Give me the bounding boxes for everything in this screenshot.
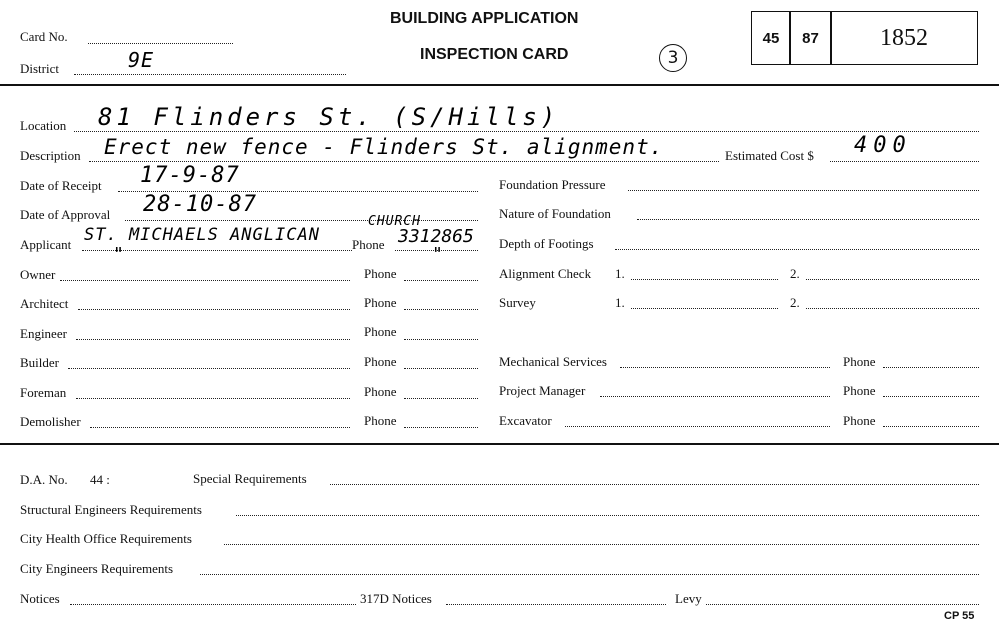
- structural-requirements-field[interactable]: [236, 515, 979, 516]
- da-no-value: 44 :: [90, 472, 110, 487]
- applicant-phone-value: 3312865: [398, 226, 474, 247]
- form-subtitle: INSPECTION CARD: [420, 46, 569, 63]
- owner-label: Owner: [20, 267, 56, 282]
- demolisher-field[interactable]: [90, 427, 350, 428]
- survey-2-field[interactable]: [806, 308, 979, 309]
- special-requirements-label: Special Requirements: [193, 471, 307, 486]
- demolisher-phone-field[interactable]: [404, 427, 478, 428]
- district-field[interactable]: [74, 74, 346, 75]
- receipt-value: 17-9-87: [140, 163, 240, 188]
- excavator-field[interactable]: [565, 426, 830, 427]
- 317d-notices-label: 317D Notices: [360, 591, 432, 606]
- form-code: CP 55: [944, 610, 975, 622]
- health-requirements-label: City Health Office Requirements: [20, 531, 192, 546]
- owner-ditto-mark: ": [113, 244, 125, 265]
- notices-label: Notices: [20, 591, 60, 606]
- structural-requirements-label: Structural Engineers Requirements: [20, 502, 202, 517]
- alignment-1-label: 1.: [615, 266, 625, 281]
- excavator-phone-label: Phone: [843, 413, 876, 428]
- builder-field[interactable]: [68, 368, 350, 369]
- applicant-label: Applicant: [20, 237, 72, 252]
- survey-2-label: 2.: [790, 295, 800, 310]
- engineer-field[interactable]: [76, 339, 350, 340]
- card-number-box-2: [789, 11, 832, 65]
- architect-label: Architect: [20, 296, 69, 311]
- project-manager-label: Project Manager: [499, 383, 586, 398]
- district-label: District: [20, 61, 59, 76]
- project-manager-phone-field[interactable]: [883, 396, 979, 397]
- mechanical-phone-field[interactable]: [883, 367, 979, 368]
- owner-phone-field[interactable]: [404, 280, 478, 281]
- applicant-phone-label: Phone: [352, 237, 385, 252]
- foreman-label: Foreman: [20, 385, 67, 400]
- excavator-phone-field[interactable]: [883, 426, 979, 427]
- alignment-check-label: Alignment Check: [499, 266, 592, 281]
- card-number-3: 1852: [880, 24, 928, 51]
- estimated-cost-value: 400: [854, 133, 912, 158]
- survey-1-label: 1.: [615, 295, 625, 310]
- engineer-label: Engineer: [20, 326, 67, 341]
- owner-field[interactable]: [60, 280, 350, 281]
- mechanical-services-field[interactable]: [620, 367, 830, 368]
- approval-label: Date of Approval: [20, 207, 111, 222]
- card-number-1: 45: [762, 29, 780, 47]
- project-manager-field[interactable]: [600, 396, 830, 397]
- survey-1-field[interactable]: [631, 308, 778, 309]
- approval-field[interactable]: [125, 220, 478, 221]
- location-label: Location: [20, 118, 67, 133]
- estimated-cost-field[interactable]: [830, 161, 979, 162]
- card-number-box-3: [830, 11, 978, 65]
- demolisher-label: Demolisher: [20, 414, 81, 429]
- da-no-label: D.A. No.: [20, 472, 68, 487]
- survey-label: Survey: [499, 295, 536, 310]
- depth-footings-label: Depth of Footings: [499, 236, 594, 251]
- project-manager-phone-label: Phone: [843, 383, 876, 398]
- architect-field[interactable]: [78, 309, 350, 310]
- levy-field[interactable]: [706, 604, 979, 605]
- form-title: BUILDING APPLICATION: [390, 10, 579, 27]
- requirements-divider: [0, 443, 999, 445]
- builder-phone-label: Phone: [364, 354, 397, 369]
- foreman-field[interactable]: [76, 398, 350, 399]
- card-number-2: 87: [802, 29, 819, 47]
- owner-phone-label: Phone: [364, 266, 397, 281]
- foundation-pressure-field[interactable]: [628, 190, 979, 191]
- applicant-value: ST. MICHAELS ANGLICAN: [84, 225, 320, 245]
- location-field[interactable]: [74, 131, 979, 132]
- engineer-phone-field[interactable]: [404, 339, 478, 340]
- builder-phone-field[interactable]: [404, 368, 478, 369]
- alignment-2-label: 2.: [790, 266, 800, 281]
- applicant-annotation: CHURCH: [368, 214, 421, 229]
- foreman-phone-label: Phone: [364, 384, 397, 399]
- description-field[interactable]: [89, 161, 719, 162]
- 317d-notices-field[interactable]: [446, 604, 666, 605]
- circled-number: 3: [667, 48, 679, 68]
- approval-value: 28-10-87: [143, 192, 257, 217]
- description-label: Description: [20, 148, 81, 163]
- mechanical-services-label: Mechanical Services: [499, 354, 607, 369]
- circled-number-badge: [659, 44, 687, 72]
- estimated-cost-label: Estimated Cost $: [725, 148, 814, 163]
- card-no-field[interactable]: [88, 43, 233, 44]
- special-requirements-field[interactable]: [330, 484, 979, 485]
- district-value: 9E: [128, 48, 155, 72]
- card-number-box-1: [751, 11, 791, 65]
- city-engineers-requirements-label: City Engineers Requirements: [20, 561, 174, 576]
- demolisher-phone-label: Phone: [364, 413, 397, 428]
- architect-phone-label: Phone: [364, 295, 397, 310]
- foreman-phone-field[interactable]: [404, 398, 478, 399]
- alignment-check-2-field[interactable]: [806, 279, 979, 280]
- city-engineers-requirements-field[interactable]: [200, 574, 979, 575]
- architect-phone-field[interactable]: [404, 309, 478, 310]
- description-value: Erect new fence - Flinders St. alignment.: [104, 135, 664, 159]
- card-no-label: Card No.: [20, 29, 68, 44]
- depth-footings-field[interactable]: [615, 249, 979, 250]
- owner-phone-ditto-mark: ": [432, 244, 444, 265]
- health-requirements-field[interactable]: [224, 544, 979, 545]
- mechanical-phone-label: Phone: [843, 354, 876, 369]
- nature-foundation-label: Nature of Foundation: [499, 206, 611, 221]
- notices-field[interactable]: [70, 604, 356, 605]
- levy-label: Levy: [675, 591, 702, 606]
- excavator-label: Excavator: [499, 413, 552, 428]
- header-divider: [0, 84, 999, 86]
- nature-foundation-field[interactable]: [637, 219, 979, 220]
- receipt-label: Date of Receipt: [20, 178, 102, 193]
- builder-label: Builder: [20, 355, 59, 370]
- engineer-phone-label: Phone: [364, 324, 397, 339]
- location-value: 81 Flinders St. (S/Hills): [98, 103, 560, 131]
- alignment-check-1-field[interactable]: [631, 279, 778, 280]
- foundation-pressure-label: Foundation Pressure: [499, 177, 606, 192]
